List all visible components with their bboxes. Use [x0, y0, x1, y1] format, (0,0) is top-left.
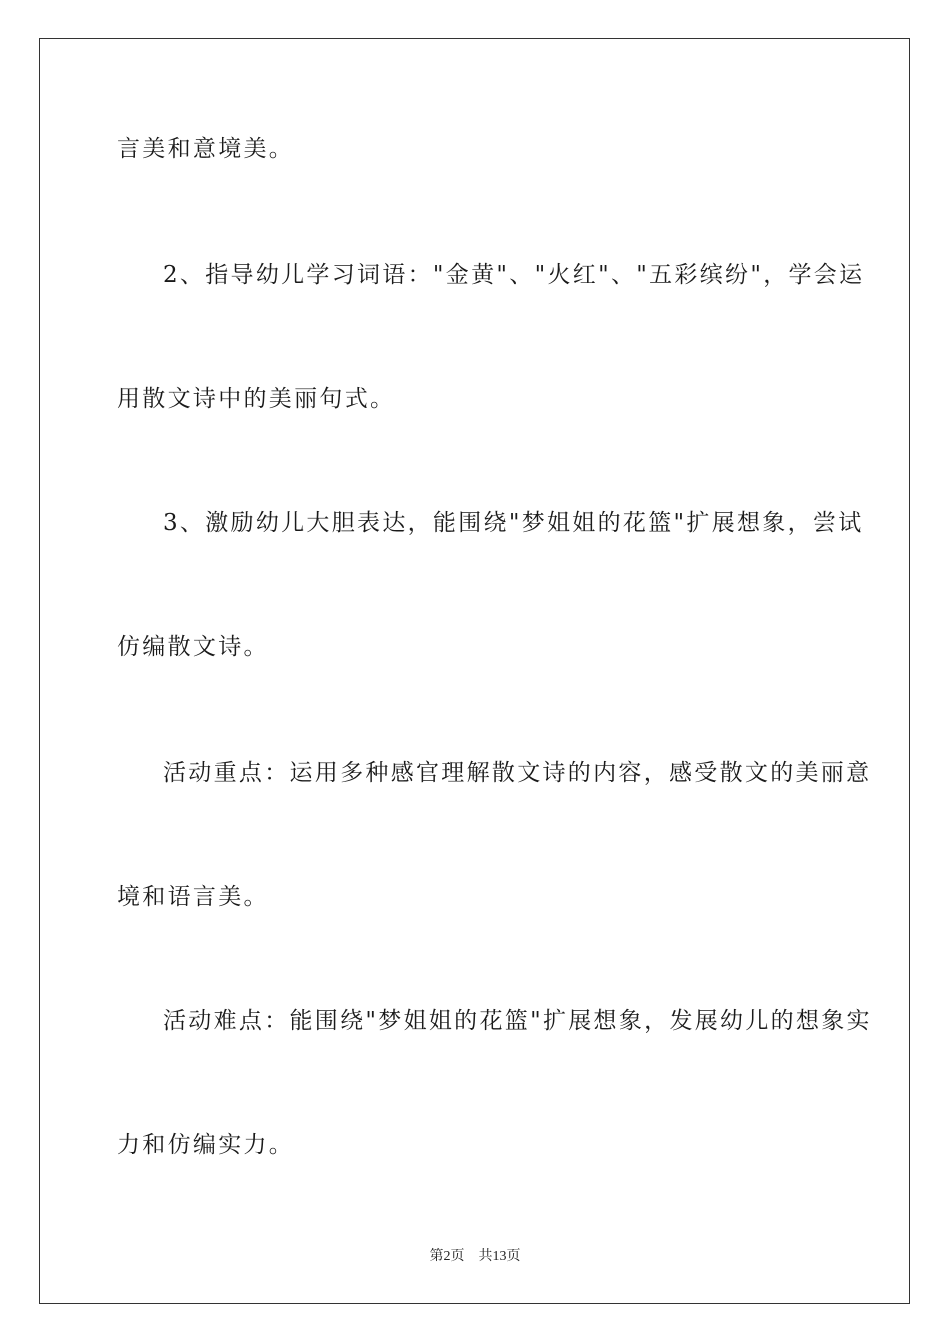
paragraph-line: 用散文诗中的美丽句式。 — [117, 386, 396, 412]
paragraph-line: 言美和意境美。 — [117, 136, 295, 162]
page-border — [39, 38, 910, 1304]
page-total: 共13页 — [478, 1249, 521, 1264]
page-number: 第2页 — [429, 1249, 465, 1264]
paragraph-line: 仿编散文诗。 — [117, 634, 269, 660]
page-footer — [0, 1248, 950, 1266]
paragraph-line: 2、指导幼儿学习词语："金黄"、"火红"、"五彩缤纷"，学会运 — [163, 262, 865, 288]
paragraph-line: 力和仿编实力。 — [117, 1132, 295, 1158]
paragraph-line: 境和语言美。 — [117, 884, 269, 910]
paragraph-line: 活动难点：能围绕"梦姐姐的花篮"扩展想象，发展幼儿的想象实 — [163, 1008, 872, 1034]
paragraph-line: 活动重点：运用多种感官理解散文诗的内容，感受散文的美丽意 — [163, 760, 872, 786]
paragraph-line: 3、激励幼儿大胆表达，能围绕"梦姐姐的花篮"扩展想象，尝试 — [163, 510, 864, 536]
